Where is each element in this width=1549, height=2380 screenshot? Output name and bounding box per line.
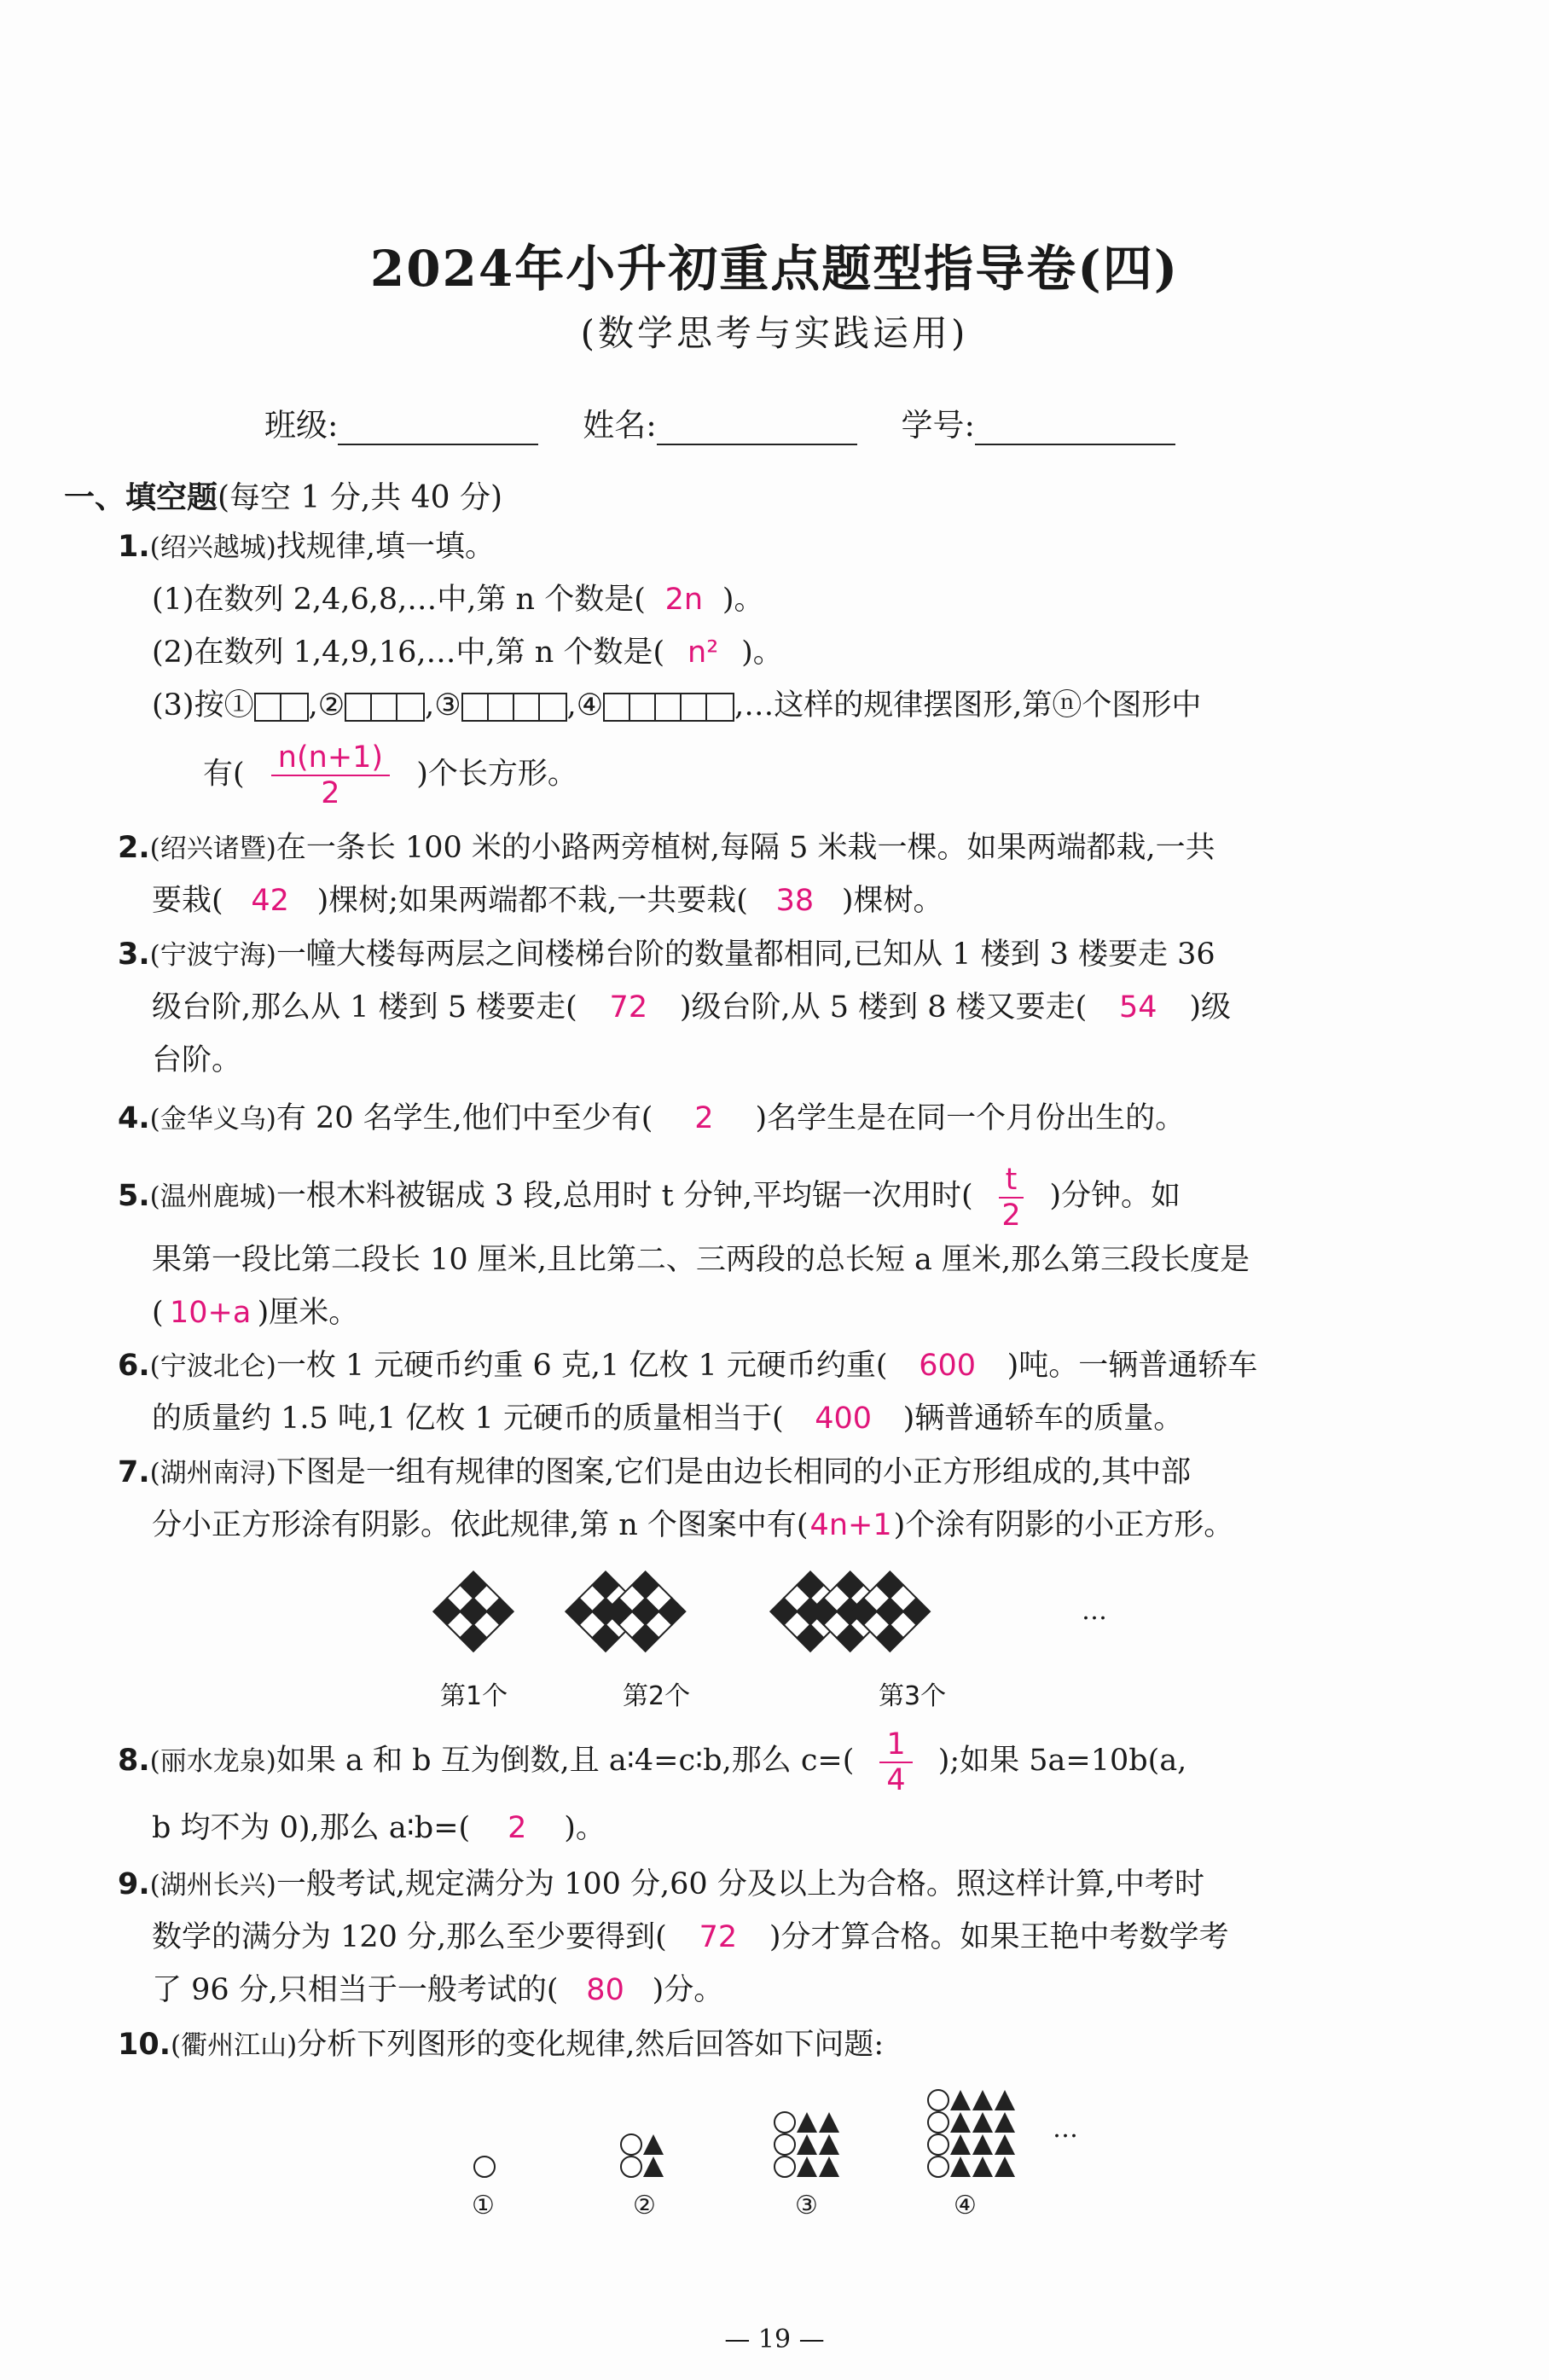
q7-caption-2: 第2个 xyxy=(623,1681,691,1711)
part-text: 级台阶,那么从 1 楼到 5 楼要走( xyxy=(152,990,577,1025)
question-4 xyxy=(118,1092,1185,1146)
question-number: 10. xyxy=(118,2028,171,2062)
part-text: ,④ xyxy=(566,688,604,723)
part-text: 数学的满分为 120 分,那么至少要得到( xyxy=(152,1920,667,1954)
name-field[interactable] xyxy=(657,413,857,445)
rectangle-figure-3 xyxy=(461,693,567,722)
triangle-shape xyxy=(972,2090,993,2110)
part-text: 分小正方形涂有阴影。依此规律,第 n 个图案中有( xyxy=(152,1508,809,1542)
pattern-1 xyxy=(433,1571,513,1651)
question-6-line-2 xyxy=(152,1392,1183,1445)
section-heading xyxy=(64,473,502,517)
id-field[interactable] xyxy=(975,413,1175,445)
question-source: (湖州长兴) xyxy=(149,1870,276,1901)
answer: n² xyxy=(687,636,719,670)
part-text: 如果 a 和 b 互为倒数,且 a∶4=c∶b,那么 c=( xyxy=(276,1744,855,1778)
pattern-2 xyxy=(566,1571,685,1651)
question-source: (湖州南浔) xyxy=(149,1458,276,1489)
part-text: )分。 xyxy=(652,1973,724,2007)
answer: 2 xyxy=(508,1811,527,1845)
shape-figure-4 xyxy=(928,2090,1015,2177)
part-text: 了 96 分,只相当于一般考试的( xyxy=(152,1973,559,2007)
answer: 72 xyxy=(699,1920,738,1954)
question-2-line-2 xyxy=(152,874,943,927)
question-source: (绍兴越城) xyxy=(149,532,276,563)
question-source: (宁波北仑) xyxy=(149,1351,276,1382)
part-text: 有( xyxy=(203,757,245,792)
q10-ellipsis: … xyxy=(1053,2114,1078,2144)
q10-caption-1: ① xyxy=(472,2191,495,2220)
numerator: t xyxy=(999,1163,1024,1199)
question-number: 6. xyxy=(118,1349,150,1383)
triangle-shape xyxy=(995,2090,1015,2110)
fraction-answer xyxy=(999,1163,1024,1233)
triangle-shape xyxy=(819,2157,839,2177)
circle-shape xyxy=(621,2134,641,2155)
question-1-part-2 xyxy=(152,626,783,679)
part-text: )名学生是在同一个月份出生的。 xyxy=(755,1101,1186,1135)
part-text: )。 xyxy=(564,1811,606,1845)
part-text: )厘米。 xyxy=(257,1296,359,1330)
circle-shape xyxy=(928,2157,949,2177)
triangle-shape xyxy=(950,2134,971,2155)
circle-shape xyxy=(621,2157,641,2177)
question-text: 下图是一组有规律的图案,它们是由边长相同的小正方形组成的,其中部 xyxy=(276,1455,1192,1489)
part-text: ,② xyxy=(308,688,345,723)
part-text: (2)在数列 1,4,9,16,…中,第 n 个数是( xyxy=(152,636,665,670)
part-text: 的质量约 1.5 吨,1 亿枚 1 元硬币的质量相当于( xyxy=(152,1402,784,1436)
circle-shape xyxy=(774,2157,795,2177)
answer: 400 xyxy=(815,1402,873,1436)
question-number: 3. xyxy=(118,937,150,972)
part-text: (3)按① xyxy=(152,688,254,723)
question-1-part-3-answer xyxy=(203,740,577,810)
question-text: 分析下列图形的变化规律,然后回答如下问题: xyxy=(297,2028,885,2062)
pattern-3 xyxy=(770,1571,930,1651)
part-text: )个涂有阴影的小正方形。 xyxy=(893,1508,1234,1542)
q10-shape-figures xyxy=(461,2081,1109,2180)
q7-caption-3: 第3个 xyxy=(879,1681,947,1711)
part-text: 有 20 名学生,他们中至少有( xyxy=(276,1101,653,1135)
triangle-shape xyxy=(797,2112,817,2133)
triangle-shape xyxy=(995,2157,1015,2177)
answer: 4n+1 xyxy=(809,1508,892,1542)
question-6 xyxy=(118,1339,1257,1393)
q10-caption-4: ④ xyxy=(954,2191,977,2220)
question-1 xyxy=(118,520,495,574)
question-source: (宁波宁海) xyxy=(149,940,276,971)
q7-pattern-figures xyxy=(409,1554,1092,1674)
circle-shape xyxy=(474,2157,495,2177)
part-text: ,③ xyxy=(425,688,461,723)
question-9-line-3 xyxy=(152,1964,723,2017)
part-text: )辆普通轿车的质量。 xyxy=(902,1402,1184,1436)
answer: 72 xyxy=(609,990,648,1025)
answer: 54 xyxy=(1119,990,1157,1025)
triangle-shape xyxy=(950,2157,971,2177)
part-text: 一枚 1 元硬币约重 6 克,1 亿枚 1 元硬币约重( xyxy=(276,1349,888,1383)
fraction-answer xyxy=(879,1727,912,1797)
question-number: 2. xyxy=(118,831,150,865)
answer: 38 xyxy=(775,884,815,918)
question-5-line-3 xyxy=(152,1286,358,1339)
triangle-shape xyxy=(797,2157,817,2177)
question-number: 4. xyxy=(118,1101,150,1135)
rectangle-figure-1 xyxy=(254,693,309,722)
part-text: )。 xyxy=(741,636,783,670)
class-label: 班级: xyxy=(264,407,339,444)
circle-shape xyxy=(928,2112,949,2133)
rectangle-figure-4 xyxy=(603,693,734,722)
part-text: )吨。一辆普通轿车 xyxy=(1007,1349,1258,1383)
question-3-line-3 xyxy=(152,1034,241,1087)
answer: 42 xyxy=(251,884,289,918)
circle-shape xyxy=(774,2112,795,2133)
question-source: (温州鹿城) xyxy=(149,1181,276,1212)
denominator: 4 xyxy=(886,1762,906,1797)
page-subtitle: (数学思考与实践运用) xyxy=(580,312,969,354)
part-text: );如果 5a=10b(a, xyxy=(937,1744,1187,1778)
question-9 xyxy=(118,1858,1204,1912)
question-number: 7. xyxy=(118,1455,150,1489)
triangle-shape xyxy=(972,2157,993,2177)
question-1-part-3 xyxy=(152,679,1201,732)
answer: 80 xyxy=(586,1973,624,2007)
answer: 10+a xyxy=(170,1296,252,1330)
question-5 xyxy=(118,1162,1181,1233)
q7-ellipsis: … xyxy=(1082,1596,1107,1626)
id-label: 学号: xyxy=(901,407,975,444)
part-text: 台阶。 xyxy=(152,1043,242,1077)
part-text: )。 xyxy=(722,583,764,617)
q10-caption-3: ③ xyxy=(795,2191,818,2220)
part-text: )棵树;如果两端都不栽,一共要栽( xyxy=(316,884,748,918)
question-text: 一幢大楼每两层之间楼梯台阶的数量都相同,已知从 1 楼到 3 楼要走 36 xyxy=(276,937,1215,972)
triangle-shape xyxy=(819,2134,839,2155)
part-text: 一根木料被锯成 3 段,总用时 t 分钟,平均锯一次用时( xyxy=(276,1179,973,1213)
part-text: 要栽( xyxy=(152,884,223,918)
triangle-shape xyxy=(972,2134,993,2155)
part-text: ( xyxy=(152,1296,164,1330)
shape-figure-2 xyxy=(621,2134,664,2177)
question-3-line-2 xyxy=(152,981,1231,1034)
question-number: 8. xyxy=(118,1744,150,1778)
question-8-line-2 xyxy=(152,1802,606,1855)
question-2 xyxy=(118,821,1215,875)
triangle-shape xyxy=(950,2112,971,2133)
question-9-line-2 xyxy=(152,1911,1229,1964)
question-number: 5. xyxy=(118,1179,150,1213)
part-text: )级 xyxy=(1189,990,1231,1025)
question-7-line-2 xyxy=(152,1499,1233,1552)
numerator: 1 xyxy=(879,1727,912,1763)
part-text: )个长方形。 xyxy=(416,757,577,792)
question-8 xyxy=(118,1727,1186,1797)
circle-shape xyxy=(928,2134,949,2155)
triangle-shape xyxy=(797,2134,817,2155)
triangle-shape xyxy=(995,2112,1015,2133)
question-7 xyxy=(118,1446,1191,1500)
triangle-shape xyxy=(972,2112,993,2133)
part-text: )分才算合格。如果王艳中考数学考 xyxy=(769,1920,1229,1954)
question-3 xyxy=(118,928,1215,982)
shape-figure-3 xyxy=(774,2112,839,2177)
q10-caption-2: ② xyxy=(633,2191,656,2220)
part-text: )分钟。如 xyxy=(1049,1179,1181,1213)
circle-shape xyxy=(928,2090,949,2110)
numerator: n(n+1) xyxy=(271,740,390,776)
question-number: 9. xyxy=(118,1867,150,1901)
name-label: 姓名: xyxy=(583,407,657,444)
section-note: (每空 1 分,共 40 分) xyxy=(218,480,503,515)
shape-figure-1 xyxy=(474,2157,495,2177)
q7-caption-1: 第1个 xyxy=(440,1681,508,1711)
circle-shape xyxy=(774,2134,795,2155)
triangle-shape xyxy=(643,2134,664,2155)
part-text: )级台阶,从 5 楼到 8 楼又要走( xyxy=(679,990,1088,1025)
triangle-shape xyxy=(995,2134,1015,2155)
answer: 2 xyxy=(694,1101,714,1135)
triangle-shape xyxy=(819,2112,839,2133)
part-text: 果第一段比第二段长 10 厘米,且比第二、三两段的总长短 a 厘米,那么第三段长度是 xyxy=(152,1243,1250,1277)
question-source: (丽水龙泉) xyxy=(149,1746,276,1777)
question-text: 找规律,填一填。 xyxy=(276,530,495,564)
part-text: )棵树。 xyxy=(841,884,943,918)
page-number: — 19 — xyxy=(724,2325,825,2354)
fraction-answer xyxy=(271,740,390,810)
part-text: (1)在数列 2,4,6,8,…中,第 n 个数是( xyxy=(152,583,646,617)
question-source: (金华义乌) xyxy=(149,1104,276,1135)
rectangle-figure-2 xyxy=(345,693,425,722)
question-text: 一般考试,规定满分为 100 分,60 分及以上为合格。照这样计算,中考时 xyxy=(276,1867,1204,1901)
class-field[interactable] xyxy=(338,413,538,445)
page-title: 2024年小升初重点题型指导卷(四) xyxy=(369,240,1180,298)
question-source: (绍兴诸暨) xyxy=(149,833,276,864)
question-10 xyxy=(118,2018,884,2072)
question-5-line-2 xyxy=(152,1234,1250,1286)
question-text: 在一条长 100 米的小路两旁植树,每隔 5 米栽一棵。如果两端都栽,一共 xyxy=(276,831,1215,865)
student-info-row xyxy=(264,399,1175,445)
section-title: 一、填空题 xyxy=(64,480,218,515)
part-text: ,…这样的规律摆图形,第ⓝ个图形中 xyxy=(734,688,1202,723)
triangle-shape xyxy=(950,2090,971,2110)
answer: 2n xyxy=(664,583,704,617)
question-1-part-1 xyxy=(152,573,764,626)
denominator: 2 xyxy=(1001,1198,1021,1233)
question-number: 1. xyxy=(118,530,150,564)
denominator: 2 xyxy=(321,776,340,810)
answer: 600 xyxy=(919,1349,976,1383)
triangle-shape xyxy=(643,2157,664,2177)
part-text: b 均不为 0),那么 a∶b=( xyxy=(152,1811,471,1845)
question-source: (衢州江山) xyxy=(171,2030,298,2061)
